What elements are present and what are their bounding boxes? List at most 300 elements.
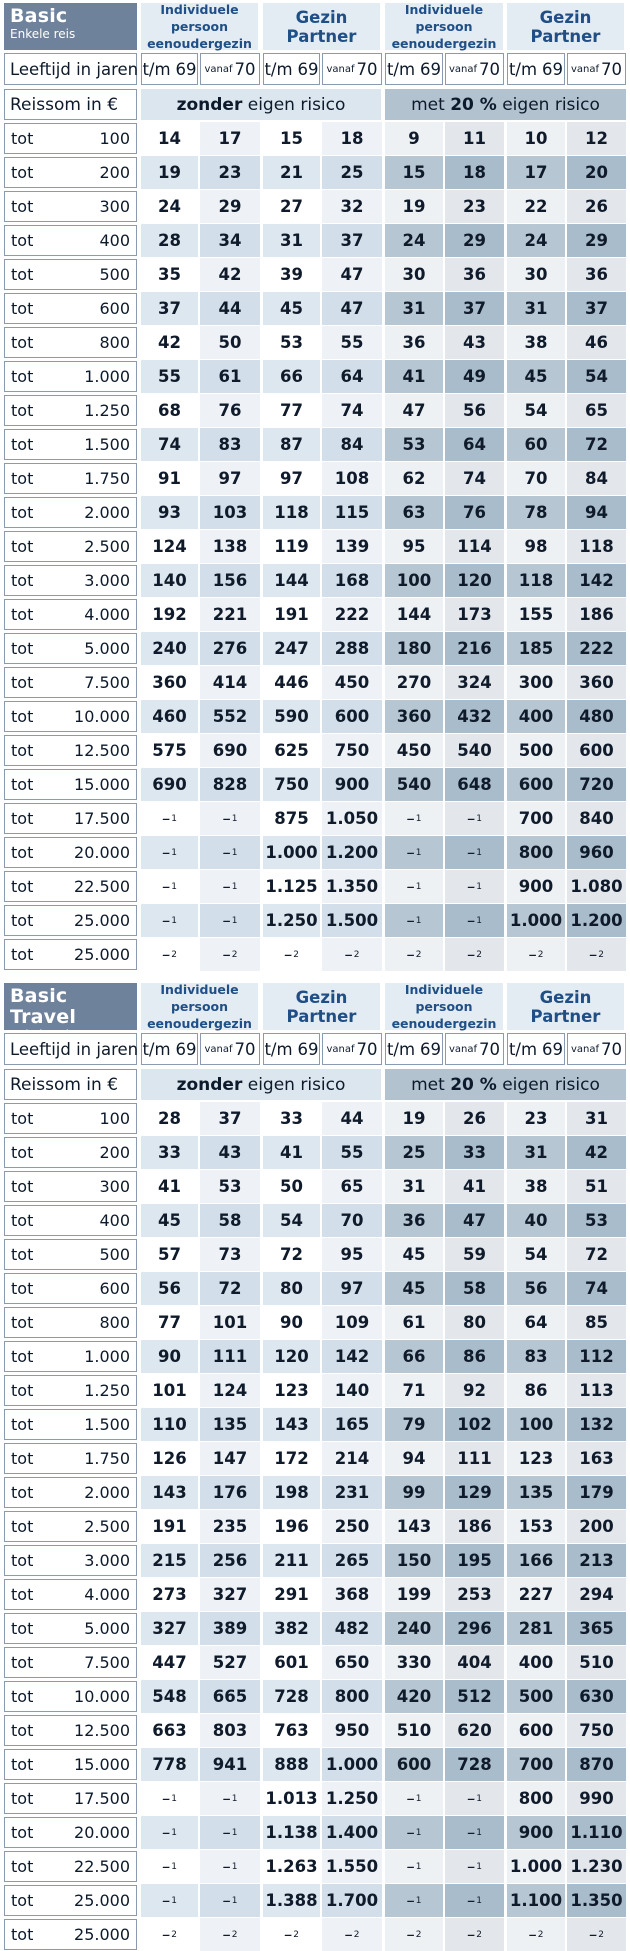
- row-amount: 200: [99, 1143, 130, 1162]
- table-cell: [322, 122, 382, 155]
- table-cell: [263, 836, 320, 869]
- row-amount: 2.500: [84, 537, 130, 556]
- table-row-label: [4, 191, 137, 222]
- table-cell: [385, 1340, 443, 1373]
- cell-value: 110: [152, 1415, 187, 1434]
- cell-value: 31: [585, 1109, 608, 1128]
- table-cell: [263, 564, 320, 597]
- table-cell: [567, 258, 626, 291]
- cell-value: –: [162, 1823, 171, 1842]
- cell-value: 540: [396, 775, 432, 794]
- cell-value: 360: [396, 707, 432, 726]
- column-group-header-text: Gezin Partner: [530, 7, 601, 46]
- table-cell: [141, 156, 198, 189]
- table-cell: [200, 1714, 260, 1747]
- row-tot: tot: [11, 231, 34, 250]
- table-cell: [263, 700, 320, 733]
- table-cell: [322, 1884, 382, 1917]
- cell-value: 1.050: [325, 809, 379, 828]
- table-cell: [141, 1136, 198, 1169]
- table-cell: [385, 1272, 443, 1305]
- table-cell: [567, 1850, 626, 1883]
- age-value: 69: [420, 59, 442, 79]
- cell-value: 25: [402, 1143, 426, 1162]
- cell-value: 29: [585, 231, 608, 250]
- cell-value: –: [467, 843, 476, 862]
- footnote-marker: 1: [476, 1793, 482, 1804]
- age-value: 70: [601, 1039, 623, 1059]
- cell-value: 39: [280, 265, 303, 284]
- row-tot: tot: [11, 299, 34, 318]
- table-cell: [141, 1102, 198, 1135]
- table-subtitle: Enkele reis: [10, 27, 76, 41]
- table-cell: [263, 938, 320, 971]
- row-tot: tot: [11, 1415, 34, 1434]
- table-cell: [200, 224, 260, 257]
- table-row-label: [4, 531, 137, 562]
- table-row-label: [4, 1341, 137, 1372]
- cell-value: 47: [340, 299, 364, 318]
- age-value: 69: [542, 1039, 564, 1059]
- table-cell: [200, 904, 260, 937]
- footnote-marker: 1: [171, 847, 177, 858]
- band-zonder-eigen-risico: [141, 1069, 381, 1100]
- cell-value: 389: [212, 1619, 248, 1638]
- cell-value: 1.200: [325, 843, 379, 862]
- cell-value: 840: [579, 809, 614, 828]
- table-cell: [141, 1238, 198, 1271]
- table-cell: [567, 598, 626, 631]
- table-cell: [445, 632, 504, 665]
- cell-value: –: [467, 1823, 476, 1842]
- table-cell: [322, 1340, 382, 1373]
- cell-value: 186: [579, 605, 614, 624]
- table-cell: [200, 632, 260, 665]
- cell-value: 24: [402, 231, 426, 250]
- cell-value: 138: [212, 537, 248, 556]
- table-row-label: [4, 1885, 137, 1916]
- cell-value: 74: [158, 435, 181, 454]
- age-label-text: Leeftijd in jaren: [10, 59, 139, 79]
- table-cell: [385, 462, 443, 495]
- cell-value: –: [162, 809, 171, 828]
- table-cell: [200, 1272, 260, 1305]
- cell-value: 42: [158, 333, 181, 352]
- cell-value: 14: [158, 129, 181, 148]
- cell-value: 84: [585, 469, 608, 488]
- cell-value: 1.000: [265, 843, 318, 862]
- cell-value: 728: [457, 1755, 492, 1774]
- table-cell: [567, 1748, 626, 1781]
- table-cell: [567, 428, 626, 461]
- table-cell: [385, 156, 443, 189]
- table-cell: [567, 1646, 626, 1679]
- row-amount: 100: [99, 1109, 130, 1128]
- table-cell: [141, 326, 198, 359]
- band-zonder-eigen-risico: [141, 89, 381, 120]
- table-row-label: [4, 157, 137, 188]
- age-value: 69: [175, 59, 197, 79]
- row-amount: 22.500: [74, 877, 130, 896]
- cell-value: 95: [402, 537, 426, 556]
- cell-value: 276: [212, 639, 248, 658]
- cell-value: 25: [340, 163, 364, 182]
- cell-value: 37: [585, 299, 608, 318]
- cell-value: 20: [585, 163, 608, 182]
- row-amount: 25.000: [74, 911, 130, 930]
- table-row-label: [4, 871, 137, 902]
- table-cell: [445, 1850, 504, 1883]
- table-cell: [507, 122, 565, 155]
- table-cell: [141, 1884, 198, 1917]
- cell-value: 51: [585, 1177, 608, 1196]
- table-cell: [200, 836, 260, 869]
- footnote-marker: 2: [415, 949, 422, 960]
- cell-value: –: [222, 911, 231, 930]
- table-cell: [322, 1748, 382, 1781]
- table-cell: [200, 564, 260, 597]
- cell-value: 74: [463, 469, 486, 488]
- row-amount: 1.000: [84, 367, 130, 386]
- row-amount: 1.500: [84, 1415, 130, 1434]
- row-tot: tot: [11, 1823, 34, 1842]
- row-amount: 800: [99, 1313, 130, 1332]
- cell-value: 800: [334, 1687, 370, 1706]
- table-cell: [567, 530, 626, 563]
- table-cell: [385, 394, 443, 427]
- table-cell: [385, 1442, 443, 1475]
- table-row-label: [4, 837, 137, 868]
- cell-value: 74: [585, 1279, 608, 1298]
- cell-value: 64: [340, 367, 364, 386]
- table-cell: [567, 1680, 626, 1713]
- table-cell: [445, 394, 504, 427]
- row-amount: 300: [99, 197, 130, 216]
- table-cell: [200, 802, 260, 835]
- cell-value: 118: [518, 571, 554, 590]
- table-cell: [263, 1646, 320, 1679]
- table-cell: [567, 462, 626, 495]
- reissom-label: [4, 89, 137, 120]
- table-cell: [507, 530, 565, 563]
- cell-value: 420: [396, 1687, 432, 1706]
- cell-value: 66: [280, 367, 303, 386]
- table-cell: [141, 1612, 198, 1645]
- cell-value: 30: [402, 265, 426, 284]
- row-tot: tot: [11, 367, 34, 386]
- table-cell: [141, 360, 198, 393]
- cell-value: –: [222, 1857, 231, 1876]
- table-cell: [200, 190, 260, 223]
- table-cell: [322, 1204, 382, 1237]
- footnote-marker: 2: [537, 1929, 544, 1940]
- row-tot: tot: [11, 1585, 34, 1604]
- table-cell: [263, 1884, 320, 1917]
- band-met-bold: 20 %: [450, 94, 497, 115]
- row-amount: 25.000: [74, 945, 130, 964]
- footnote-marker: 1: [231, 1793, 238, 1804]
- table-cell: [141, 530, 198, 563]
- cell-value: 42: [218, 265, 242, 284]
- cell-value: 382: [274, 1619, 309, 1638]
- cell-value: 1.000: [509, 911, 563, 930]
- row-amount: 600: [99, 1279, 130, 1298]
- table-cell: [200, 428, 260, 461]
- table-cell: [263, 1714, 320, 1747]
- cell-value: 700: [518, 809, 554, 828]
- cell-value: 763: [274, 1721, 309, 1740]
- cell-value: 18: [463, 163, 486, 182]
- age-prefix: t/m: [142, 1039, 171, 1059]
- basic-travel-rate-table: [0, 980, 630, 1947]
- table-cell: [385, 632, 443, 665]
- table-cell: [567, 1782, 626, 1815]
- cell-value: 71: [402, 1381, 426, 1400]
- table-cell: [322, 292, 382, 325]
- footnote-marker: 1: [476, 1895, 482, 1906]
- cell-value: –: [528, 945, 537, 964]
- cell-value: 37: [218, 1109, 242, 1128]
- cell-value: 53: [585, 1211, 608, 1230]
- cell-value: 115: [334, 503, 370, 522]
- table-cell: [263, 394, 320, 427]
- table-cell: [445, 1884, 504, 1917]
- table-cell: [567, 496, 626, 529]
- footnote-marker: 1: [171, 1827, 177, 1838]
- cell-value: 135: [212, 1415, 248, 1434]
- table-cell: [385, 1476, 443, 1509]
- cell-value: 18: [340, 129, 364, 148]
- cell-value: 94: [402, 1449, 426, 1468]
- cell-value: 700: [518, 1755, 554, 1774]
- table-cell: [322, 1476, 382, 1509]
- cell-value: 600: [396, 1755, 432, 1774]
- cell-value: –: [344, 1925, 353, 1944]
- cell-value: 41: [463, 1177, 486, 1196]
- cell-value: –: [222, 1789, 231, 1808]
- cell-value: 1.000: [509, 1857, 563, 1876]
- age-bracket: [507, 1033, 565, 1065]
- cell-value: 93: [158, 503, 181, 522]
- table-cell: [507, 1204, 565, 1237]
- row-amount: 500: [99, 265, 130, 284]
- table-cell: [141, 190, 198, 223]
- cell-value: 165: [334, 1415, 370, 1434]
- table-cell: [445, 870, 504, 903]
- row-tot: tot: [11, 1313, 34, 1332]
- cell-value: 211: [274, 1551, 309, 1570]
- row-tot: tot: [11, 1721, 34, 1740]
- cell-value: 55: [340, 1143, 364, 1162]
- cell-value: 53: [402, 435, 426, 454]
- table-cell: [322, 1918, 382, 1951]
- cell-value: 38: [524, 333, 548, 352]
- table-cell: [200, 1306, 260, 1339]
- table-cell: [263, 1374, 320, 1407]
- table-cell: [567, 1442, 626, 1475]
- table-cell: [385, 1170, 443, 1203]
- table-cell: [263, 1272, 320, 1305]
- table-cell: [200, 1850, 260, 1883]
- cell-value: –: [467, 1891, 476, 1910]
- cell-value: 23: [463, 197, 486, 216]
- table-cell: [567, 326, 626, 359]
- cell-value: 1.200: [570, 911, 623, 930]
- footnote-marker: 1: [415, 1861, 422, 1872]
- table-cell: [263, 1102, 320, 1135]
- row-amount: 22.500: [74, 1857, 130, 1876]
- table-cell: [263, 326, 320, 359]
- cell-value: 198: [274, 1483, 309, 1502]
- cell-value: 240: [396, 1619, 432, 1638]
- table-title: Basic: [10, 5, 68, 27]
- cell-value: 404: [457, 1653, 492, 1672]
- table-cell: [141, 768, 198, 801]
- band-met-rest: eigen risico: [496, 1074, 600, 1095]
- cell-value: 191: [274, 605, 309, 624]
- table-cell: [322, 1782, 382, 1815]
- cell-value: –: [406, 1789, 415, 1808]
- cell-value: 600: [579, 741, 614, 760]
- age-value: 69: [175, 1039, 197, 1059]
- table-cell: [322, 394, 382, 427]
- table-cell: [445, 258, 504, 291]
- column-group-header: [141, 3, 258, 50]
- footnote-marker: 2: [415, 1929, 422, 1940]
- table-cell: [507, 1816, 565, 1849]
- age-prefix: t/m: [386, 1039, 416, 1059]
- cell-value: 37: [463, 299, 486, 318]
- cell-value: 87: [280, 435, 303, 454]
- table-row-label: [4, 769, 137, 800]
- cell-value: 240: [152, 639, 187, 658]
- row-amount: 800: [99, 333, 130, 352]
- cell-value: 24: [524, 231, 548, 250]
- footnote-marker: 1: [476, 915, 482, 926]
- cell-value: 650: [334, 1653, 370, 1672]
- table-cell: [141, 1578, 198, 1611]
- footnote-marker: 1: [415, 881, 422, 892]
- cell-value: 123: [518, 1449, 554, 1468]
- table-cell: [567, 734, 626, 767]
- table-row-label: [4, 565, 137, 596]
- table-cell: [263, 428, 320, 461]
- row-amount: 4.000: [84, 605, 130, 624]
- table-cell: [445, 1238, 504, 1271]
- cell-value: 227: [518, 1585, 554, 1604]
- cell-value: 400: [518, 707, 554, 726]
- cell-value: 447: [152, 1653, 187, 1672]
- cell-value: 500: [518, 1687, 554, 1706]
- row-tot: tot: [11, 945, 34, 964]
- column-group-header-text: Gezin Partner: [286, 7, 357, 46]
- table-row-label: [4, 225, 137, 256]
- table-cell: [445, 360, 504, 393]
- table-row-label: [4, 1681, 137, 1712]
- row-amount: 1.250: [84, 1381, 130, 1400]
- cell-value: 97: [280, 469, 303, 488]
- table-cell: [567, 1510, 626, 1543]
- row-tot: tot: [11, 163, 34, 182]
- cell-value: 80: [280, 1279, 303, 1298]
- table-cell: [322, 938, 382, 971]
- cell-value: 213: [579, 1551, 614, 1570]
- cell-value: 24: [158, 197, 181, 216]
- cell-value: 95: [340, 1245, 364, 1264]
- table-row-label: [4, 1851, 137, 1882]
- cell-value: 900: [334, 775, 370, 794]
- table-cell: [141, 1340, 198, 1373]
- table-cell: [507, 1646, 565, 1679]
- table-cell: [141, 1714, 198, 1747]
- row-tot: tot: [11, 741, 34, 760]
- cell-value: 28: [158, 1109, 181, 1128]
- table-row-label: [4, 1443, 137, 1474]
- table-cell: [445, 1646, 504, 1679]
- cell-value: 888: [274, 1755, 309, 1774]
- cell-value: 215: [152, 1551, 187, 1570]
- age-prefix: t/m: [508, 1039, 538, 1059]
- table-cell: [263, 1680, 320, 1713]
- cell-value: 34: [218, 231, 242, 250]
- cell-value: 90: [280, 1313, 303, 1332]
- table-row-label: [4, 1239, 137, 1270]
- table-cell: [507, 496, 565, 529]
- table-cell: [141, 1306, 198, 1339]
- table-cell: [200, 326, 260, 359]
- cell-value: 45: [158, 1211, 181, 1230]
- footnote-marker: 2: [476, 1929, 482, 1940]
- row-amount: 400: [99, 231, 130, 250]
- cell-value: 60: [524, 435, 548, 454]
- cell-value: 960: [579, 843, 614, 862]
- cell-value: 68: [158, 401, 181, 420]
- cell-value: 120: [457, 571, 492, 590]
- table-cell: [322, 1544, 382, 1577]
- cell-value: 72: [218, 1279, 242, 1298]
- cell-value: 54: [585, 367, 608, 386]
- footnote-marker: 2: [171, 949, 177, 960]
- table-cell: [445, 292, 504, 325]
- table-cell: [141, 258, 198, 291]
- table-cell: [507, 1714, 565, 1747]
- row-tot: tot: [11, 1381, 34, 1400]
- table-cell: [263, 598, 320, 631]
- table-cell: [322, 1374, 382, 1407]
- cell-value: 43: [218, 1143, 242, 1162]
- table-cell: [200, 1408, 260, 1441]
- cell-value: –: [162, 1925, 171, 1944]
- cell-value: 135: [518, 1483, 554, 1502]
- row-tot: tot: [11, 1143, 34, 1162]
- cell-value: 36: [463, 265, 486, 284]
- row-tot: tot: [11, 1653, 34, 1672]
- cell-value: 12: [585, 129, 608, 148]
- table-cell: [141, 700, 198, 733]
- band-met-eigen-risico: [385, 1069, 626, 1100]
- table-cell: [200, 1510, 260, 1543]
- cell-value: 33: [463, 1143, 486, 1162]
- table-cell: [507, 360, 565, 393]
- cell-value: 540: [457, 741, 492, 760]
- table-cell: [507, 734, 565, 767]
- basic-rate-table: [0, 0, 630, 972]
- cell-value: 109: [334, 1313, 370, 1332]
- table-cell: [263, 1136, 320, 1169]
- cell-value: 19: [158, 163, 181, 182]
- table-cell: [200, 1782, 260, 1815]
- table-cell: [567, 224, 626, 257]
